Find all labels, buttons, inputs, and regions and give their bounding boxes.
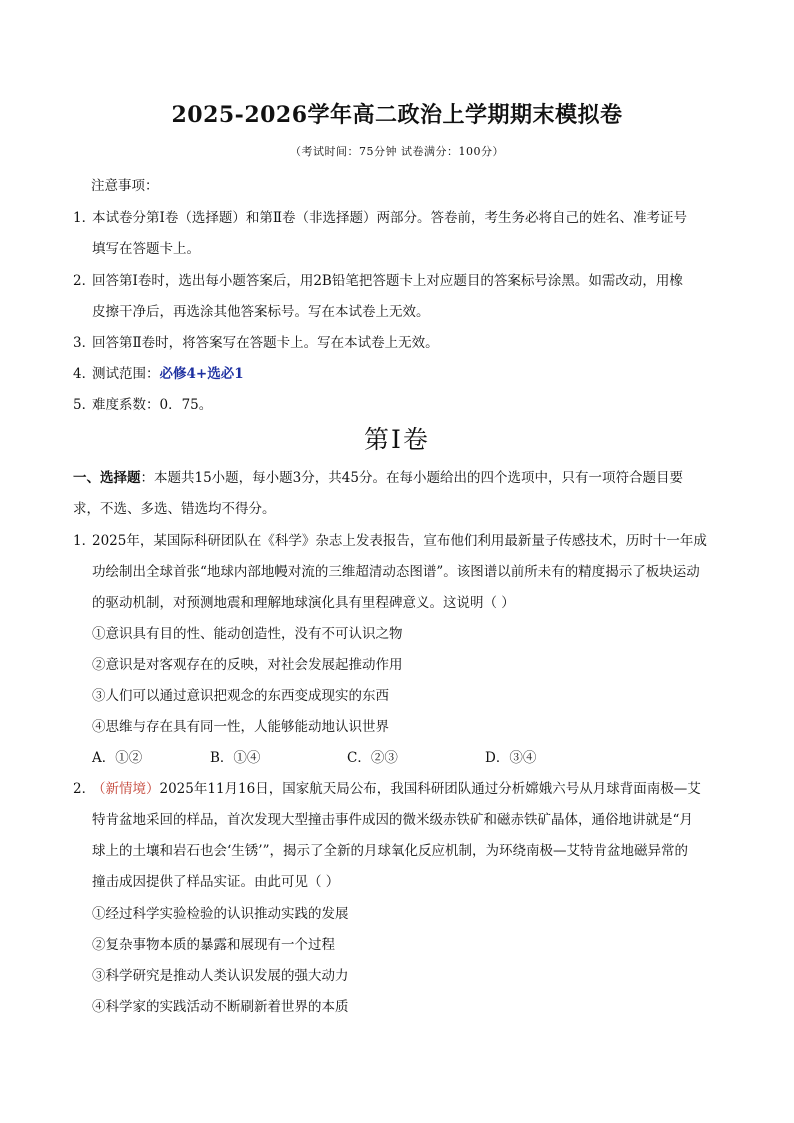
- question-1-line-1: 2025年，某国际科研团队在《科学》杂志上发表报告，宣布他们利用最新量子传感技术，历时十一年成: [92, 533, 707, 549]
- page-title: 2025-2026学年高二政治上学期期末模拟卷: [171, 102, 623, 128]
- question-2-line-4: 撞击成因提供了样品实证。由此可见（ ）: [92, 874, 340, 890]
- question-1-option-b[interactable]: B．①④: [210, 750, 261, 766]
- question-2-statement-3: ③科学研究是推动人类认识发展的强大动力: [92, 968, 349, 984]
- question-1-statement-1: ①意识具有目的性、能动创造性，没有不可认识之物: [92, 626, 403, 642]
- question-2-line-1: [92, 777, 701, 797]
- question-2-statement-2: ②复杂事物本质的暴露和展现有一个过程: [92, 937, 335, 953]
- notice-1-num: 1．: [73, 210, 96, 226]
- question-1-option-c[interactable]: C．②③: [347, 750, 398, 766]
- notice-4-num: 4．: [73, 366, 96, 382]
- question-1-line-2: 功绘制出全球首张“地球内部地幔对流的三维超清动态图谱”。该图谱以前所未有的精度揭示了板块运动: [92, 564, 700, 580]
- notice-2-line-2: 皮擦干净后，再选涂其他答案标号。写在本试卷上无效。: [92, 304, 430, 320]
- test-scope-label: 测试范围：: [92, 366, 160, 382]
- question-2-line-3: 球上的土壤和岩石也会‘生锈’”，揭示了全新的月球氧化反应机制，为环绕南极—艾特肯盆地磁异常的: [92, 843, 688, 859]
- question-2-line-2: 特肯盆地采回的样品，首次发现大型撞击事件成因的微米级赤铁矿和磁赤铁矿晶体，通俗地讲就是“月: [92, 812, 693, 828]
- question-2-tag: （新情境）: [92, 781, 160, 797]
- question-2-num: 2．: [73, 781, 96, 797]
- notice-3-num: 3．: [73, 335, 96, 351]
- question-1-statement-4: ④思维与存在具有同一性，人能够能动地认识世界: [92, 719, 389, 735]
- notice-1-line-2: 填写在答题卡上。: [92, 241, 200, 257]
- question-1-option-a[interactable]: A．①②: [92, 750, 143, 766]
- question-2-statement-4: ④科学家的实践活动不断刷新着世界的本质: [92, 999, 349, 1015]
- question-1-num: 1．: [73, 533, 96, 549]
- notice-3-line-1: 回答第Ⅱ卷时，将答案写在答题卡上。写在本试卷上无效。: [92, 335, 439, 351]
- question-1-option-d[interactable]: D．③④: [485, 750, 537, 766]
- section-intro-heading: 一、选择题: [73, 470, 141, 486]
- notice-5-line-1: 难度系数：0．75。: [92, 397, 213, 413]
- exam-time-info: （考试时间：75分钟 试卷满分：100分）: [290, 145, 504, 158]
- question-1-statement-3: ③人们可以通过意识把观念的东西变成现实的东西: [92, 688, 389, 704]
- notice-5-num: 5．: [73, 397, 96, 413]
- question-2-statement-1: ①经过科学实验检验的认识推动实践的发展: [92, 906, 349, 922]
- section-intro-line-1: [73, 466, 683, 486]
- section-intro-text: ：本题共15小题，每小题3分，共45分。在每小题给出的四个选项中，只有一项符合题目要: [140, 470, 683, 486]
- notice-1-line-1: 本试卷分第Ⅰ卷（选择题）和第Ⅱ卷（非选择题）两部分。答卷前，考生务必将自己的姓名、准考证号: [92, 210, 688, 226]
- question-1-line-3: 的驱动机制，对预测地震和理解地球演化具有里程碑意义。这说明（ ）: [92, 595, 515, 611]
- notice-4-line: [92, 362, 244, 382]
- notice-heading: 注意事项：: [91, 178, 159, 194]
- question-1-statement-2: ②意识是对客观存在的反映，对社会发展起推动作用: [92, 657, 403, 673]
- section-title: 第Ⅰ卷: [364, 425, 430, 454]
- notice-2-num: 2．: [73, 273, 96, 289]
- section-intro-line-2: 求，不选、多选、错选均不得分。: [73, 501, 276, 517]
- test-scope-value: 必修4+选必1: [159, 366, 244, 382]
- notice-2-line-1: 回答第Ⅰ卷时，选出每小题答案后，用2B铅笔把答题卡上对应题目的答案标号涂黑。如需改动，用橡: [92, 273, 683, 289]
- question-2-line-1-text: 2025年11月16日，国家航天局公布，我国科研团队通过分析嫦娥六号从月球背面南极—艾: [159, 781, 701, 797]
